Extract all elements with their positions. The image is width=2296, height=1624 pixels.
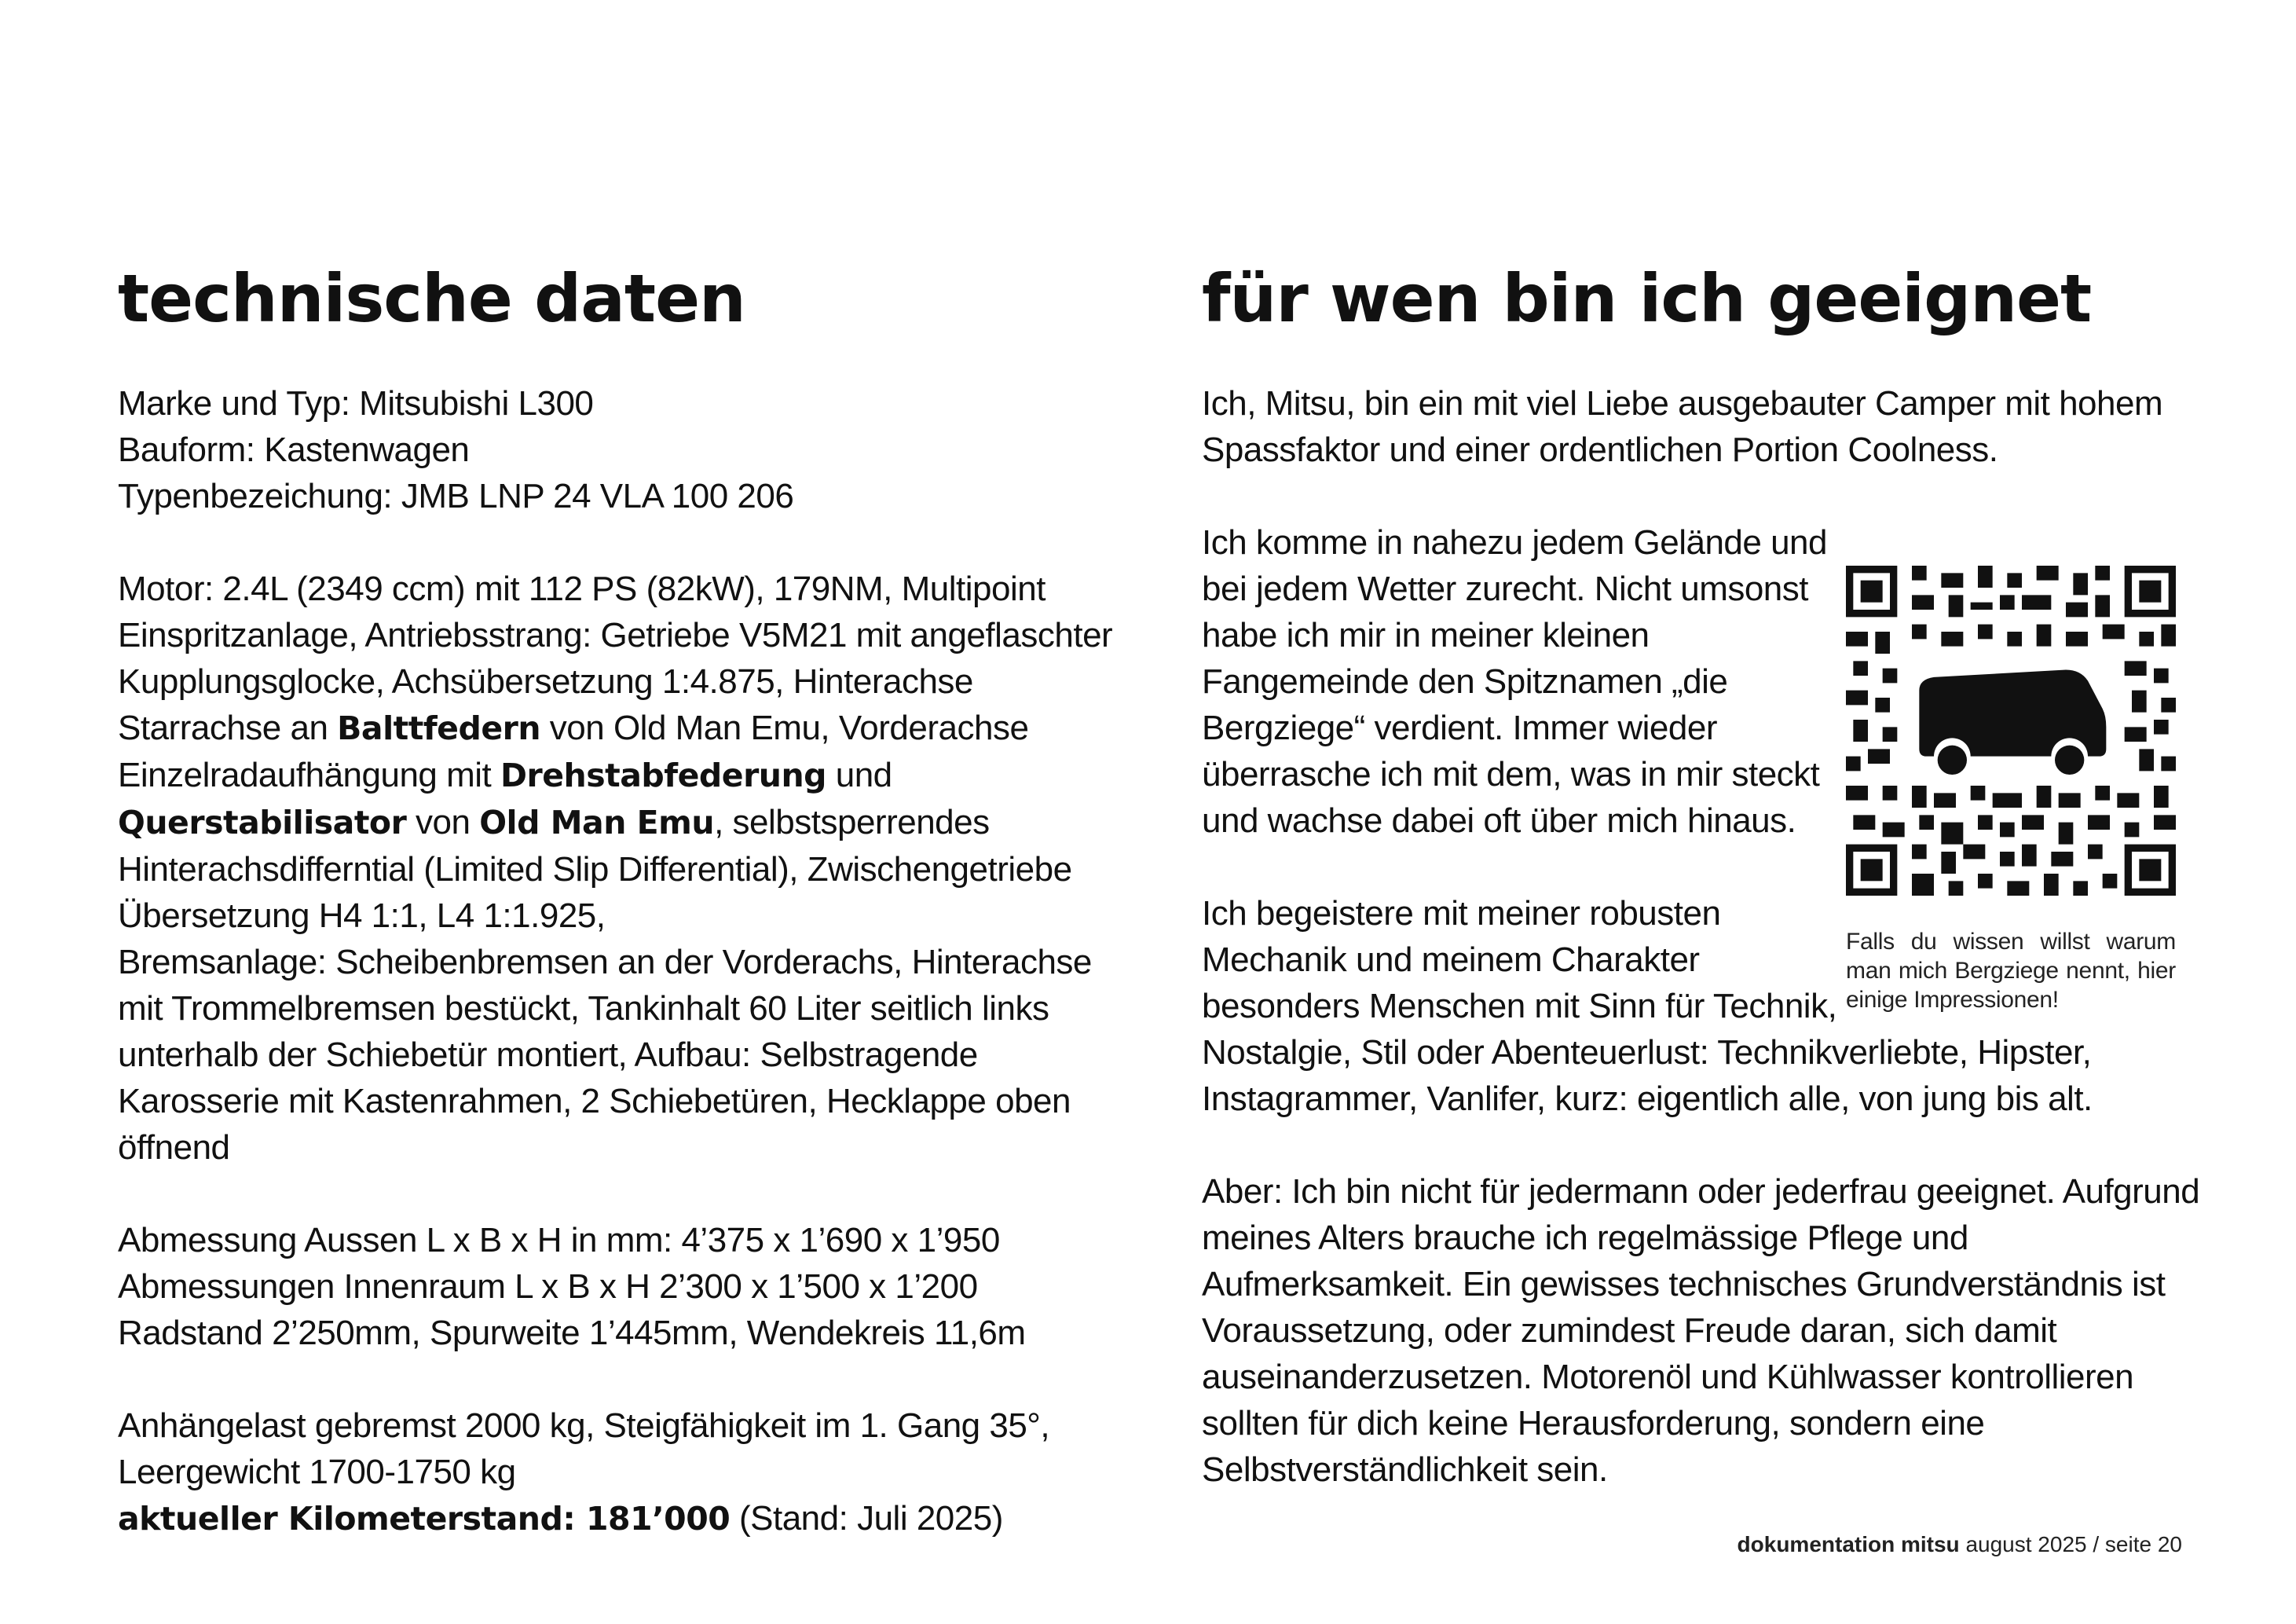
qr-block bbox=[1846, 566, 2176, 1014]
inner-dimensions: Abmessungen Innenraum L x B x H 2’300 x 1’500 x 1’200 bbox=[118, 1267, 978, 1306]
care-paragraph: Aber: Ich bin nicht für jedermann oder jederfrau geeignet. Aufgrund meines Alters brauche ich regelmässige Pflege und Aufmerksamkeit. Ein gewisses technisches Grundverständnis ist Voraussetzung, oder zumindest Freude daran, sich damit auseinanderzusetzen. Motorenöl und Kühlwasser kontrollieren sollten für dich keine Herausforderung, sondern eine Selbstverständlichkeit sein. bbox=[1202, 1172, 2200, 1489]
empty-weight: Leergewicht 1700-1750 kg bbox=[118, 1453, 516, 1491]
audience-paragraph-start: Ich begeistere mit meiner robusten Mechanik und meinem Charakter besonders Menschen mit Sinn für Technik, bbox=[1202, 894, 1837, 1025]
stabilizer-highlight: Querstabilisator bbox=[118, 804, 407, 841]
audience-paragraph-end: Nostalgie, Stil oder Abenteuerlust: Technikverliebte, Hipster, Instagrammer, Vanlifer, kurz: eigentlich alle, von jung bis alt. bbox=[1202, 1033, 2093, 1118]
technical-data-section bbox=[118, 251, 1123, 1542]
engine-specs: Motor: 2.4L (2349 ccm) mit 112 PS (82kW), 179NM, Multipoint Einspritzanlage, Antriebsstrang: Getriebe V5M21 mit angeflaschter Kupplungsglocke, Achsübersetzung 1:4.875, Hinterachse Starrachse an Balttfedern von Old Man Emu, Vorderachse Einzelradaufhängung mit Drehstabfederung und Querstabilisator von Old Man Emu, selbstsperrendes Hinterachsdifferntial (Limited Slip Differential), Zwischengetriebe Übersetzung H4 1:1, L4 1:1.925, bbox=[118, 570, 1113, 935]
qr-code[interactable] bbox=[1846, 566, 2176, 896]
brand-highlight: Old Man Emu bbox=[479, 804, 715, 841]
suitability-heading: für wen bin ich geeignet bbox=[1202, 260, 2092, 337]
mileage: aktueller Kilometerstand: 181’000 (Stand: Juli 2025) bbox=[118, 1499, 1003, 1538]
intro-paragraph: Ich, Mitsu, bin ein mit viel Liebe ausgebauter Camper mit hohem Spassfaktor und einer ordentlichen Portion Coolness. bbox=[1202, 384, 2163, 469]
leaf-springs-highlight: Balttfedern bbox=[337, 709, 541, 747]
footer-page-info: august 2025 / seite 20 bbox=[1959, 1532, 2182, 1556]
torsion-bar-highlight: Drehstabfederung bbox=[500, 757, 827, 794]
footer-doc-title: dokumentation mitsu bbox=[1737, 1532, 1960, 1556]
page-footer bbox=[1738, 1532, 2182, 1557]
make-and-type: Marke und Typ: Mitsubishi L300 bbox=[118, 384, 594, 423]
outer-dimensions: Abmessung Aussen L x B x H in mm: 4’375 x 1’690 x 1’950 bbox=[118, 1221, 1000, 1259]
mileage-highlight: aktueller Kilometerstand: 181’000 bbox=[118, 1500, 731, 1538]
type-designation: Typenbezeichung: JMB LNP 24 VLA 100 206 bbox=[118, 477, 794, 515]
body-type: Bauform: Kastenwagen bbox=[118, 431, 470, 469]
brakes-and-body: Bremsanlage: Scheibenbremsen an der Vorderachs, Hinterachse mit Trommelbremsen bestückt, Tankinhalt 60 Liter seitlich links unterhalb der Schiebetür montiert, Aufbau: Selbstragende Karosserie mit Kastenrahmen, 2 Schiebetüren, Hecklappe oben öffnend bbox=[118, 943, 1092, 1167]
technical-data-heading: technische daten bbox=[118, 260, 745, 337]
qr-caption: Falls du wissen willst warum man mich Bergziege nennt, hier einige Impressionen! bbox=[1846, 929, 2176, 1013]
terrain-paragraph: Ich komme in nahezu jedem Gelände und bei jedem Wetter zurecht. Nicht umsonst habe ich mir in meiner kleinen Fangemeinde den Spitznamen „die Bergziege“ verdient. Immer wieder überrasche ich mit dem, was in mir steckt und wachse dabei oft über mich hinaus. bbox=[1202, 523, 1827, 840]
towing-load: Anhängelast gebremst 2000 kg, Steigfähigkeit im 1. Gang 35°, bbox=[118, 1406, 1050, 1445]
wheelbase: Radstand 2’250mm, Spurweite 1’445mm, Wendekreis 11,6m bbox=[118, 1314, 1026, 1352]
